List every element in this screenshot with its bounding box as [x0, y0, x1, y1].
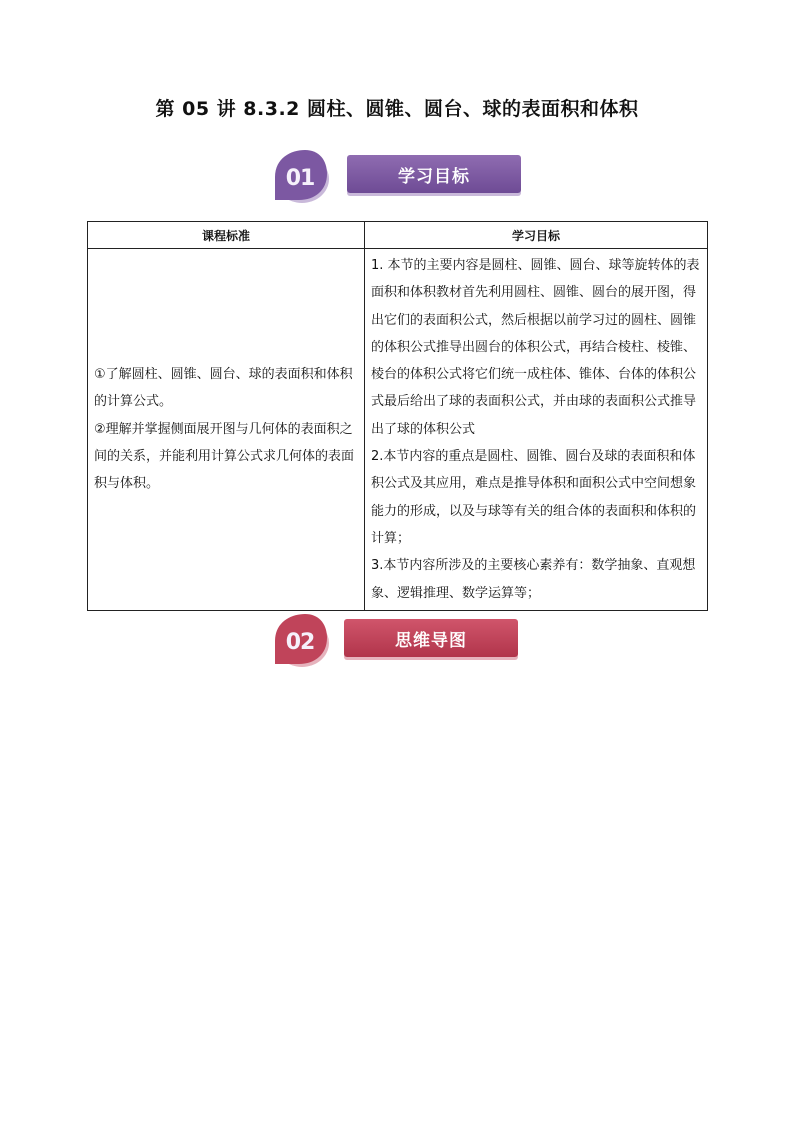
standard-item: ②理解并掌握侧面展开图与几何体的表面积之间的关系，并能利用计算公式求几何体的表面积与体积。: [94, 421, 355, 492]
section-banner: 学习目标: [347, 155, 521, 193]
header-course-standard: 课程标准: [88, 222, 365, 249]
header-learning-goals: 学习目标: [365, 222, 708, 249]
goal-item: 2.本节内容的重点是圆柱、圆锥、圆台及球的表面积和体积公式及其应用，难点是推导体积和面积公式中空间想象能力的形成，以及与球等有关的组合体的表面积和体积的计算；: [371, 449, 697, 546]
table-row: [88, 249, 708, 611]
learning-goals-table: [87, 221, 708, 611]
section-badge-learning-goals: [271, 148, 523, 208]
goal-item: 3.本节内容所涉及的主要核心素养有：数学抽象、直观想象、逻辑推理、数学运算等；: [371, 558, 696, 601]
course-standard-cell: [88, 249, 365, 611]
goal-item: 1. 本节的主要内容是圆柱、圆锥、圆台、球等旋转体的表面积和体积教材首先利用圆柱、圆锥、圆台的展开图，得出它们的表面积公式，然后根据以前学习过的圆柱、圆锥的体积公式推导出圆台的体积公式，再结合棱柱、棱锥、棱台的体积公式将它们统一成柱体、锥体、台体的体积公式最后给出了球的表面积公式，并由球的表面积公式推导出了球的体积公式: [371, 258, 700, 437]
document-title: 第 05 讲 8.3.2 圆柱、圆锥、圆台、球的表面积和体积: [155, 98, 639, 120]
table-header-row: [88, 222, 708, 249]
section-number: 02: [285, 629, 315, 655]
section-banner: 思维导图: [344, 619, 518, 657]
standard-item: ①了解圆柱、圆锥、圆台、球的表面积和体积的计算公式。: [94, 367, 353, 410]
section-number: 01: [285, 165, 315, 191]
learning-goals-cell: [365, 249, 708, 611]
section-badge-mind-map: [271, 612, 523, 672]
